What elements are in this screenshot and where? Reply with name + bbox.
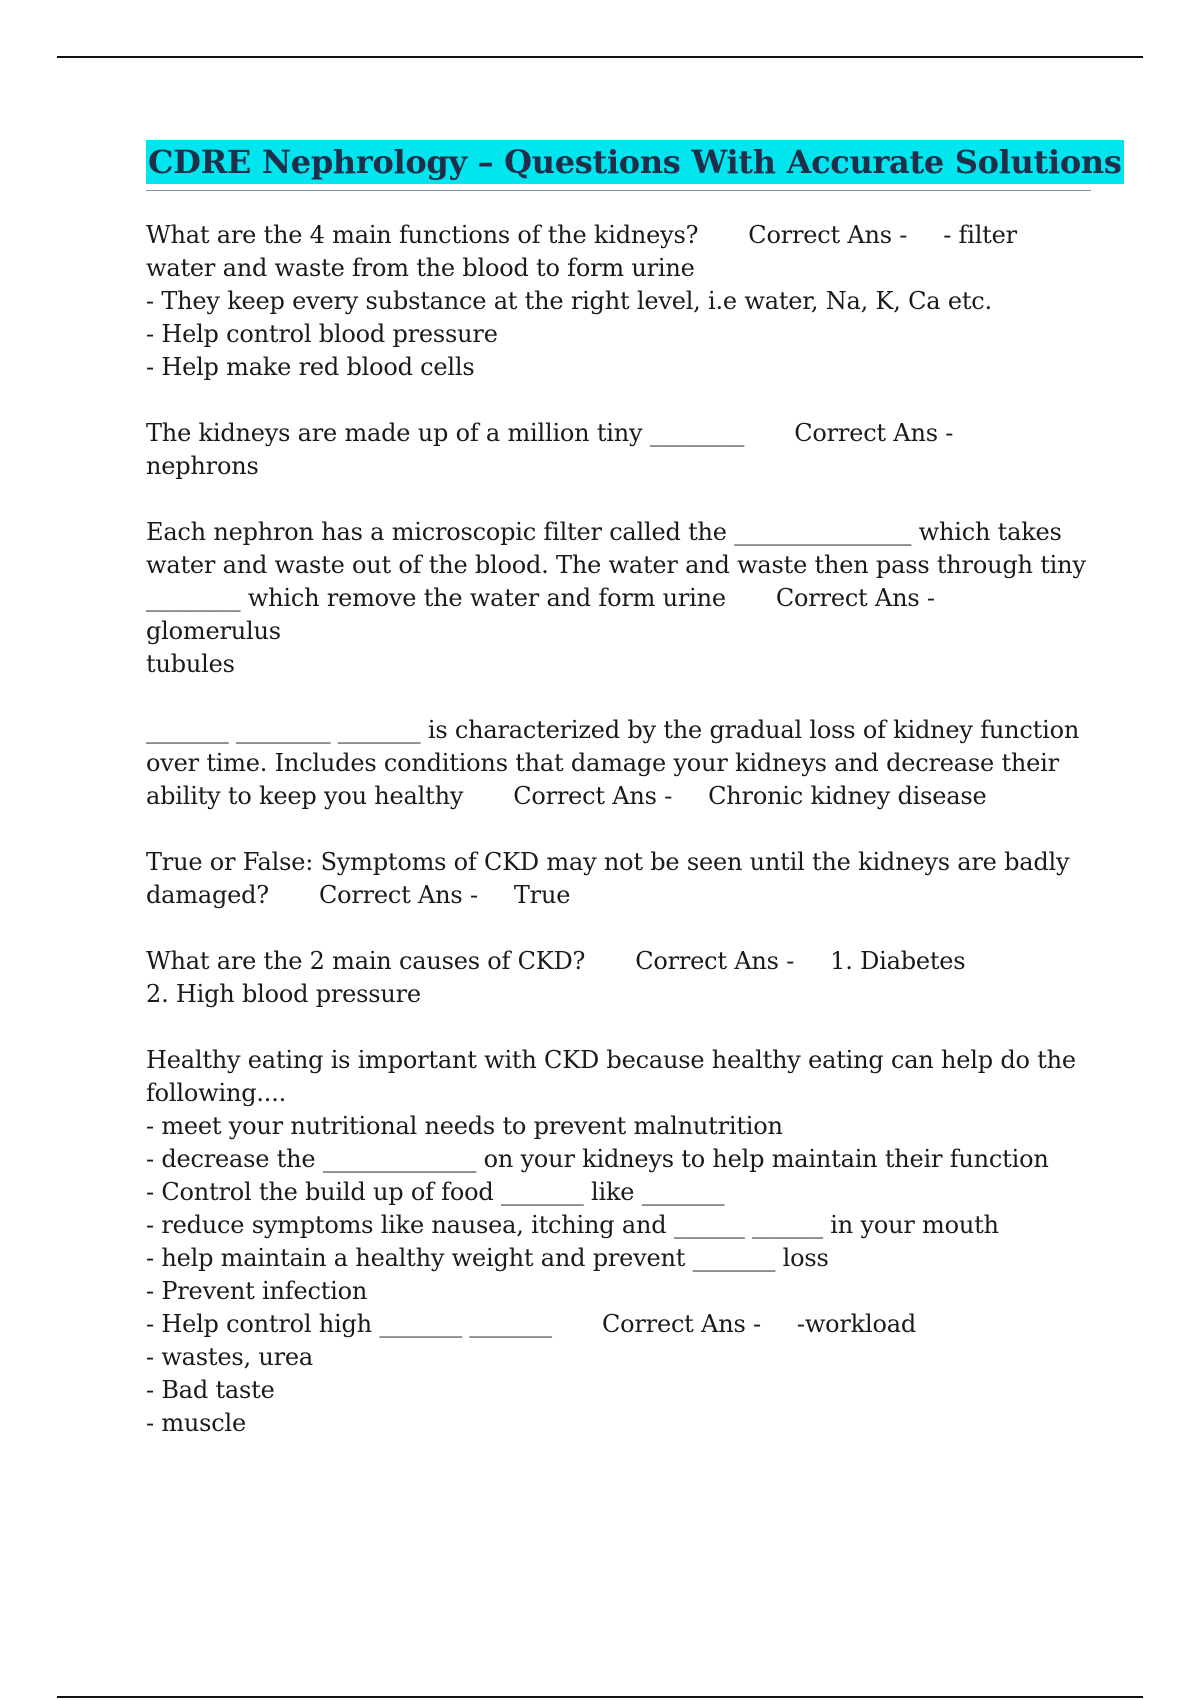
qa-block	[146, 945, 1091, 1011]
document-title: CDRE Nephrology – Questions With Accurate Solutions	[146, 140, 1124, 184]
question-text: - reduce symptoms like nausea, itching and ______ ______ in your mouth	[146, 1211, 999, 1239]
question-line	[146, 1275, 1091, 1308]
question-line	[146, 945, 1091, 978]
question-text: What are the 2 main causes of CKD?	[146, 947, 586, 975]
qa-block	[146, 714, 1091, 813]
question-line	[146, 1044, 1091, 1077]
answer-line: - Help make red blood cells	[146, 353, 475, 381]
answer-line: tubules	[146, 650, 235, 678]
question-line	[146, 714, 1091, 747]
question-line	[146, 780, 1091, 813]
question-text: ________ which remove the water and form urine	[146, 584, 726, 612]
answer-line: nephrons	[146, 452, 259, 480]
qa-block	[146, 417, 1091, 483]
question-line	[146, 549, 1091, 582]
question-text: following....	[146, 1079, 287, 1107]
question-line	[146, 1077, 1091, 1110]
qa-block	[146, 1044, 1091, 1440]
question-text: Each nephron has a microscopic filter called the _______________ which takes	[146, 518, 1062, 546]
answer-text: - filter	[943, 221, 1017, 249]
question-line	[146, 846, 1091, 879]
question-line	[146, 879, 1091, 912]
question-text: The kidneys are made up of a million tiny ________	[146, 419, 745, 447]
question-line	[146, 1176, 1091, 1209]
question-text: - help maintain a healthy weight and prevent _______ loss	[146, 1244, 829, 1272]
correct-answer-label: Correct Ans -	[635, 947, 795, 975]
header-rule	[57, 56, 1143, 58]
question-text: - meet your nutritional needs to prevent malnutrition	[146, 1112, 783, 1140]
question-text: damaged?	[146, 881, 269, 909]
question-text: What are the 4 main functions of the kidneys?	[146, 221, 699, 249]
question-text: Healthy eating is important with CKD because healthy eating can help do the	[146, 1046, 1076, 1074]
question-line	[146, 1110, 1091, 1143]
correct-answer-label: Correct Ans -	[748, 221, 908, 249]
question-text: True or False: Symptoms of CKD may not be seen until the kidneys are badly	[146, 848, 1070, 876]
answer-line: - muscle	[146, 1409, 246, 1437]
question-text: - Control the build up of food _______ like _______	[146, 1178, 725, 1206]
qa-block	[146, 219, 1091, 384]
answer-line: - They keep every substance at the right level, i.e water, Na, K, Ca etc.	[146, 287, 992, 315]
question-text: over time. Includes conditions that damage your kidneys and decrease their	[146, 749, 1059, 777]
question-line	[146, 1242, 1091, 1275]
answer-text: True	[513, 881, 571, 909]
answer-line: - Bad taste	[146, 1376, 275, 1404]
question-line	[146, 747, 1091, 780]
question-text: - Help control high _______ _______	[146, 1310, 552, 1338]
answer-line: - wastes, urea	[146, 1343, 313, 1371]
correct-answer-label: Correct Ans -	[318, 881, 478, 909]
answer-line: - Help control blood pressure	[146, 320, 498, 348]
correct-answer-label: Correct Ans -	[601, 1310, 761, 1338]
qa-block	[146, 516, 1091, 681]
answer-text: Chronic kidney disease	[708, 782, 987, 810]
answer-line: 2. High blood pressure	[146, 980, 421, 1008]
document-body	[146, 140, 1122, 1473]
question-text: - decrease the _____________ on your kidneys to help maintain their function	[146, 1145, 1049, 1173]
qa-list	[146, 219, 1091, 1440]
correct-answer-label: Correct Ans -	[513, 782, 673, 810]
question-line	[146, 1209, 1091, 1242]
question-line	[146, 582, 1091, 615]
answer-line: water and waste from the blood to form urine	[146, 254, 695, 282]
title-block	[146, 140, 1122, 191]
question-line	[146, 516, 1091, 549]
question-text: water and waste out of the blood. The water and waste then pass through tiny	[146, 551, 1086, 579]
qa-block	[146, 846, 1091, 912]
question-text: ability to keep you healthy	[146, 782, 464, 810]
footer-rule	[57, 1696, 1143, 1698]
correct-answer-label: Correct Ans -	[794, 419, 954, 447]
answer-text: -workload	[796, 1310, 917, 1338]
question-line	[146, 417, 1091, 450]
question-text: _______ ________ _______ is characterized by the gradual loss of kidney function	[146, 716, 1080, 744]
question-line	[146, 219, 1091, 252]
correct-answer-label: Correct Ans -	[775, 584, 935, 612]
answer-text: 1. Diabetes	[830, 947, 966, 975]
answer-line: glomerulus	[146, 617, 281, 645]
question-line	[146, 1308, 1091, 1341]
question-text: - Prevent infection	[146, 1277, 368, 1305]
question-line	[146, 1143, 1091, 1176]
